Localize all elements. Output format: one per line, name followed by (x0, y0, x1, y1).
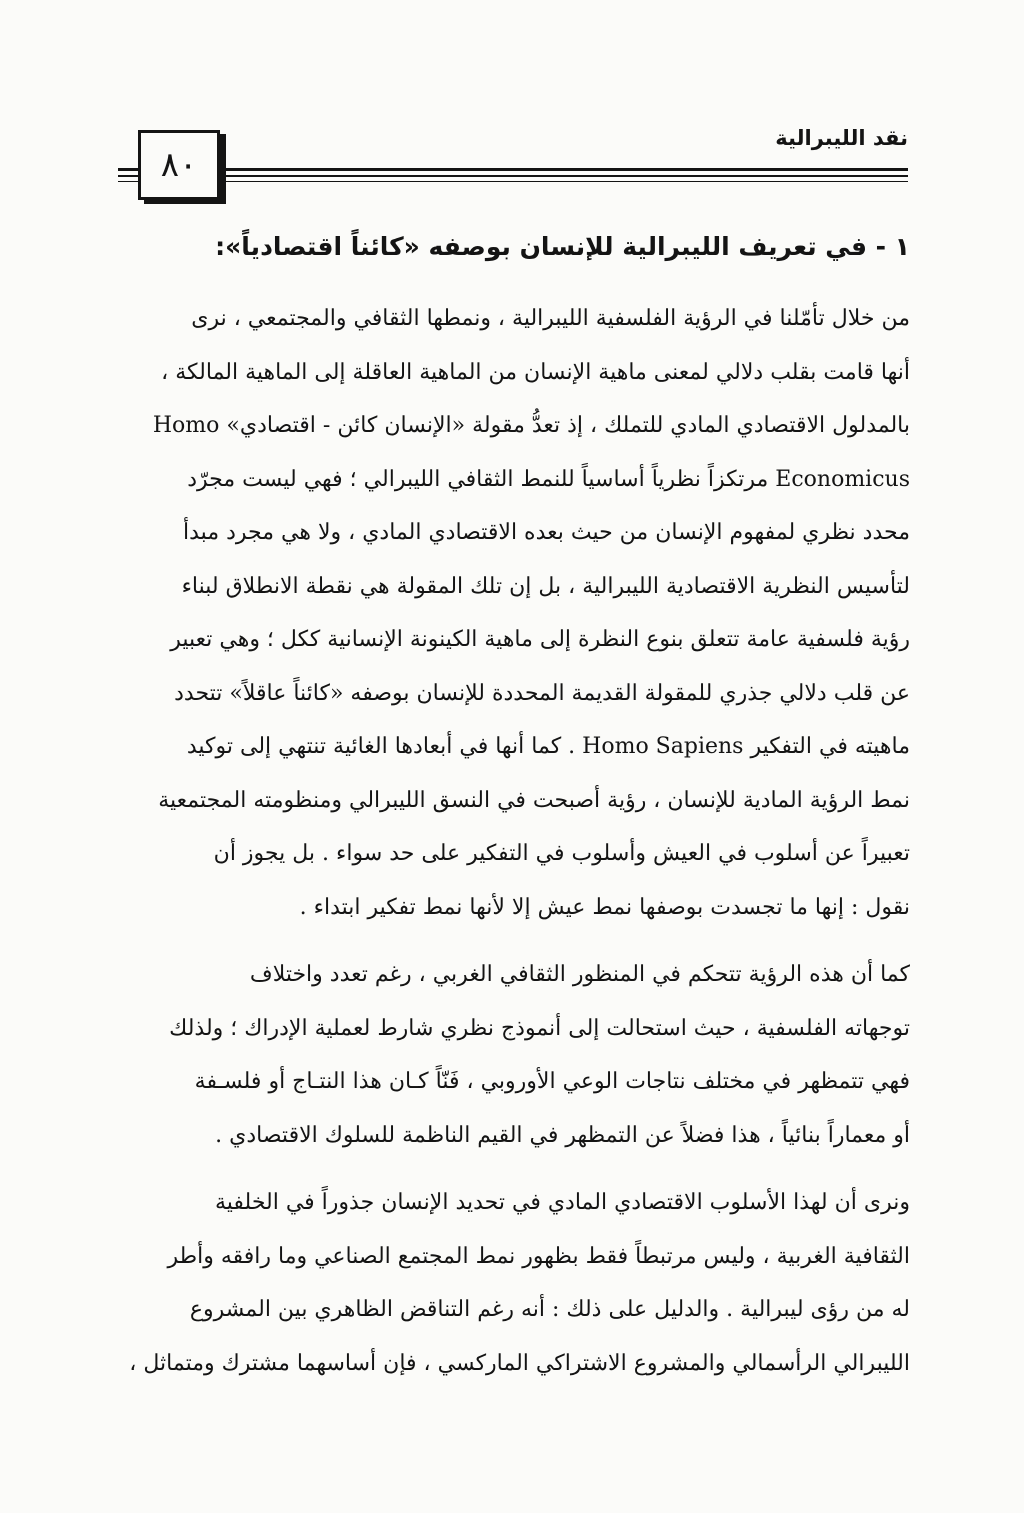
text-line: ماهيته في التفكير Homo Sapiens . كما أنها في أبعادها الغائية تنتهي إلى توكيد (186, 734, 910, 759)
text-line: لتأسيس النظرية الاقتصادية الليبرالية ، بل إن تلك المقولة هي نقطة الانطلاق لبناء (181, 573, 910, 599)
text-line: كما أن هذه الرؤية تتحكم في المنظور الثقافي الغربي ، رغم تعدد واختلاف (249, 962, 910, 987)
book-title: نقد الليبرالية (775, 126, 908, 150)
text-line: الثقافية الغربية ، وليس مرتبطاً فقط بظهور نمط المجتمع الصناعي وما رافقه وأطر (167, 1243, 910, 1269)
text-line: Economicus مرتكزاً نظرياً أساسياً للنمط الثقافي الليبرالي ؛ فهي ليست مجرّد (187, 466, 910, 492)
body-text (118, 292, 910, 1404)
page-number-box (138, 130, 220, 200)
text-line: محدد نظري لمفهوم الإنسان من حيث بعده الاقتصادي المادي ، ولا هي مجرد مبدأ (183, 520, 910, 545)
paragraph (118, 1176, 910, 1390)
text-line: بالمدلول الاقتصادي المادي للتملك ، إذ تعدُّ مقولة «الإنسان كائن - اقتصادي» Homo (152, 413, 910, 438)
text-line: أنها قامت بقلب دلالي لمعنى ماهية الإنسان من الماهية العاقلة إلى الماهية المالكة ، (161, 359, 910, 385)
text-line: عن قلب دلالي جذري للمقولة القديمة المحددة للإنسان بوصفه «كائناً عاقلاً» تتحدد (174, 680, 910, 706)
section-heading: ١ - في تعريف الليبرالية للإنسان بوصفه «كائناً اقتصادياً»: (215, 232, 910, 261)
header-rule-thin (118, 181, 908, 182)
running-header (118, 118, 908, 218)
header-rule-medium (118, 175, 908, 177)
text-line: فهي تتمظهر في مختلف نتاجات الوعي الأوروبي ، فَنّاً كـان هذا النتـاج أو فلسـفة (194, 1069, 910, 1094)
header-rule-thick (118, 168, 908, 171)
text-line: توجهاته الفلسفية ، حيث استحالت إلى أنموذج نظري شارط لعملية الإدراك ؛ ولذلك (169, 1015, 910, 1041)
text-line: نقول : إنها ما تجسدت بوصفها نمط عيش إلا لأنها نمط تفكير ابتداء . (299, 894, 910, 920)
paragraph (118, 948, 910, 1162)
text-line: من خلال تأمّلنا في الرؤية الفلسفية الليبرالية ، ونمطها الثقافي والمجتمعي ، نرى (191, 306, 910, 331)
text-line: ونرى أن لهذا الأسلوب الاقتصادي المادي في تحديد الإنسان جذوراً في الخلفية (214, 1190, 910, 1215)
text-line: الليبرالي الرأسمالي والمشروع الاشتراكي الماركسي ، فإن أساسهما مشترك ومتماثل ، (129, 1350, 910, 1376)
page-number: ٨٠ (160, 145, 198, 185)
text-line: رؤية فلسفية عامة تتعلق بنوع النظرة إلى ماهية الكينونة الإنسانية ككل ؛ وهي تعبير (170, 627, 910, 652)
text-line: نمط الرؤية المادية للإنسان ، رؤية أصبحت في النسق الليبرالي ومنظومته المجتمعية (158, 787, 910, 813)
text-line: له من رؤى ليبرالية . والدليل على ذلك : أنه رغم التناقض الظاهري بين المشروع (189, 1297, 910, 1322)
paragraph (118, 292, 910, 934)
text-line: أو معماراً بنائياً ، هذا فضلاً عن التمظهر في القيم الناظمة للسلوك الاقتصادي . (215, 1122, 910, 1148)
text-line: تعبيراً عن أسلوب في العيش وأسلوب في التفكير على حد سواء . بل يجوز أن (213, 841, 910, 866)
